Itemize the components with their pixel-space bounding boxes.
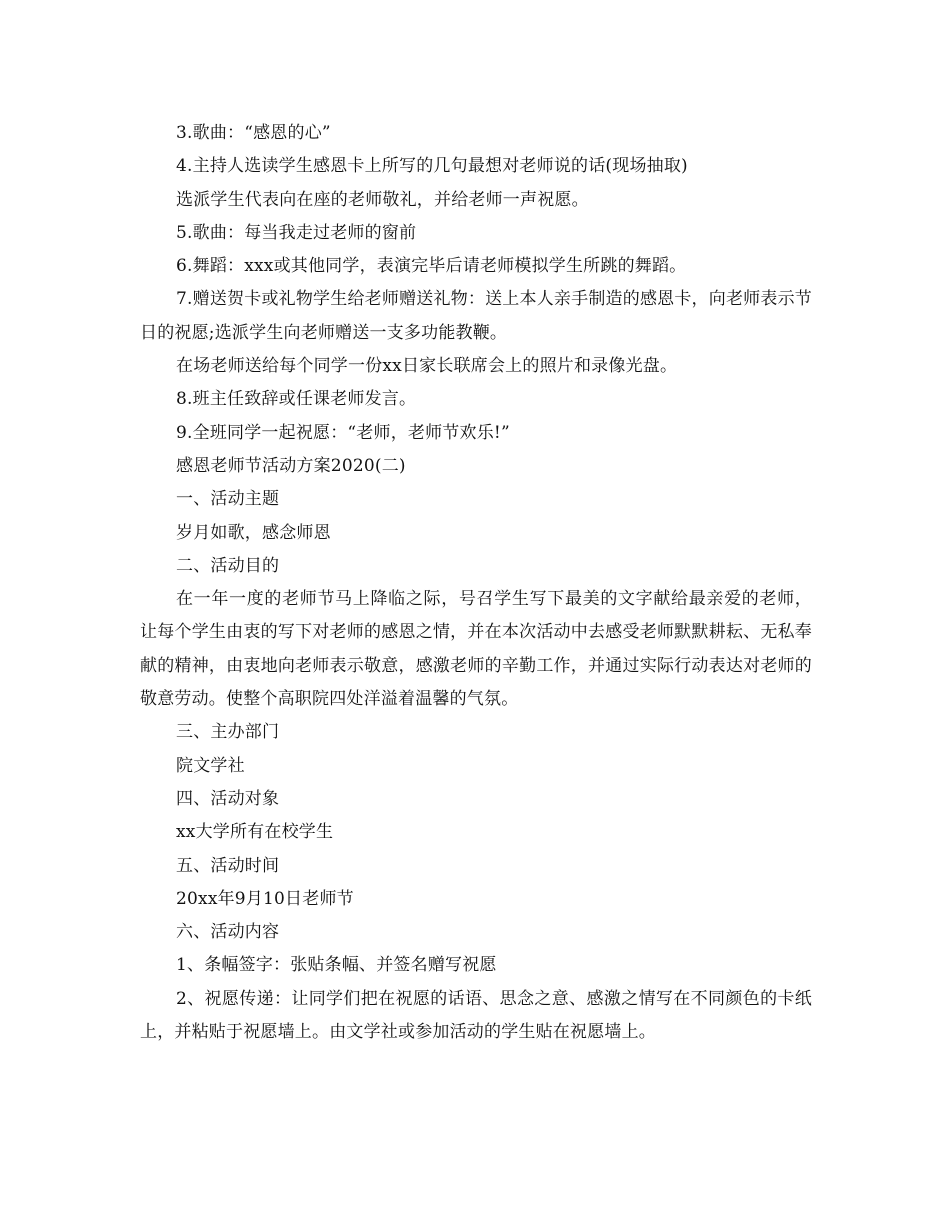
heading-organizer: 三、主办部门 xyxy=(176,722,280,743)
document-body xyxy=(140,117,812,1049)
heading-activity-theme: 一、活动主题 xyxy=(176,489,280,510)
paragraph-participants-text: xx大学所有在校学生 xyxy=(176,822,334,843)
paragraph-salute-teachers: 选派学生代表向在座的老师敬礼，并给老师一声祝愿。 xyxy=(176,189,589,210)
list-item-class-wish: 9.全班同学一起祝愿：“老师，老师节欢乐!” xyxy=(176,422,510,443)
list-item-song-gratitude: 3.歌曲：“感恩的心” xyxy=(176,123,331,143)
list-item-speech: 8.班主任致辞或任课老师发言。 xyxy=(176,389,417,410)
paragraph-purpose-text: 在一年一度的老师节马上降临之际，号召学生写下最美的文字献给最亲爱的老师，让每个学生由衷的写下对老师的感恩之情，并在本次活动中去感受老师默默耕耘、无私奉献的精神，由衷地向老师表示敬意，感激老师的辛勤工作，并通过实际行动表达对老师的敬意劳动。使整个高职院四处洋溢着温馨的气氛。 xyxy=(140,589,812,710)
heading-activity-content: 六、活动内容 xyxy=(176,922,280,943)
list-item-banner-signing: 1、条幅签字：张贴条幅、并签名赠写祝愿 xyxy=(176,955,497,976)
list-item-song-window: 5.歌曲：每当我走过老师的窗前 xyxy=(176,222,417,243)
section-title-plan-two: 感恩老师节活动方案2020(二) xyxy=(176,455,406,476)
paragraph-photos-gift: 在场老师送给每个同学一份xx日家长联席会上的照片和录像光盘。 xyxy=(176,356,678,377)
list-item-dance: 6.舞蹈：xxx或其他同学，表演完毕后请老师模拟学生所跳的舞蹈。 xyxy=(176,256,687,277)
list-item-host-reading: 4.主持人选读学生感恩卡上所写的几句最想对老师说的话(现场抽取) xyxy=(176,156,688,177)
heading-activity-time: 五、活动时间 xyxy=(176,855,280,876)
heading-activity-purpose: 二、活动目的 xyxy=(176,555,280,576)
heading-participants: 四、活动对象 xyxy=(176,788,280,809)
list-item-gifts: 7.赠送贺卡或礼物学生给老师赠送礼物：送上本人亲手制造的感恩卡，向老师表示节日的祝愿;选派学生向老师赠送一支多功能教鞭。 xyxy=(140,289,812,343)
paragraph-theme-text: 岁月如歌，感念师恩 xyxy=(176,522,331,543)
paragraph-time-text: 20xx年9月10日老师节 xyxy=(176,888,354,909)
paragraph-organizer-text: 院文学社 xyxy=(176,755,245,776)
list-item-wish-relay: 2、祝愿传递：让同学们把在祝愿的话语、思念之意、感激之情写在不同颜色的卡纸上，并粘贴于祝愿墙上。由文学社或参加活动的学生贴在祝愿墙上。 xyxy=(140,988,812,1043)
